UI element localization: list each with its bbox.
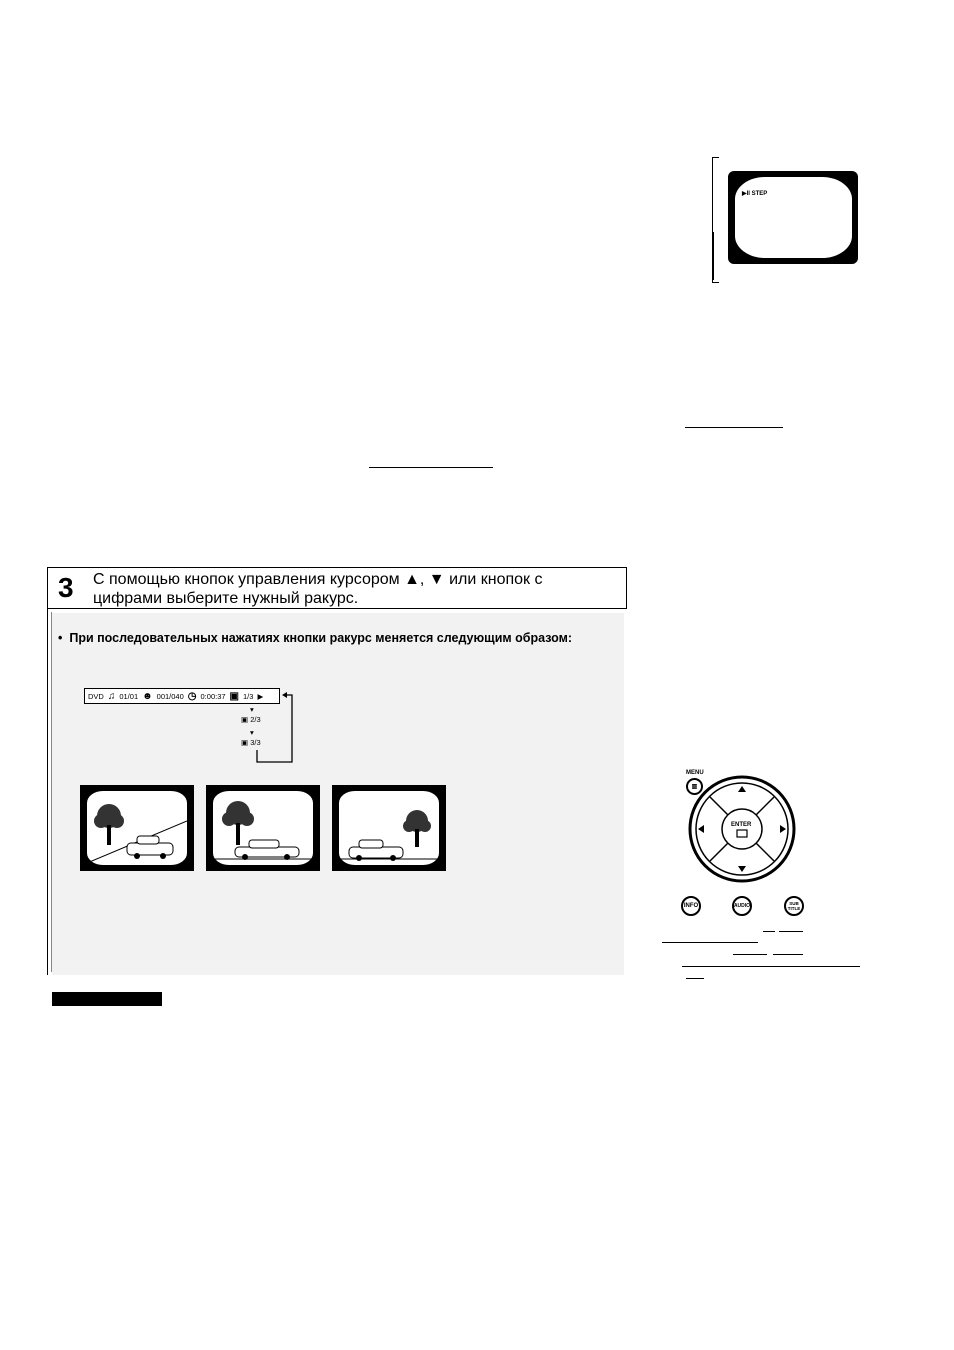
underline-3	[763, 931, 775, 932]
camera-icon: ▣	[229, 690, 239, 702]
bullet-text: При последовательных нажатиях кнопки ракурс меняется следующим образом:	[69, 631, 573, 645]
angle-2-illustration	[213, 791, 313, 865]
underline-7	[773, 954, 803, 955]
angle-2: ▣ 2/3	[241, 715, 261, 724]
osd-time: 0:00:37	[200, 691, 226, 701]
return-arrow	[252, 690, 298, 765]
clock-icon: ◷	[187, 690, 197, 702]
black-heading-bar	[52, 992, 162, 1006]
angle-picture-1	[80, 785, 194, 871]
underline-9	[686, 978, 704, 979]
chapter-icon: ☻	[142, 690, 153, 702]
step-screen	[728, 171, 858, 264]
screen-bracket-tick	[712, 232, 714, 280]
step-number: 3	[58, 572, 74, 603]
info-label: INFO	[683, 903, 699, 909]
angle-3-illustration	[339, 791, 439, 865]
menu-icon: ▥	[691, 784, 698, 790]
underline-5	[662, 942, 758, 943]
step-text-line2: цифрами выберите нужный ракурс.	[93, 590, 359, 607]
subtitle-label: SUB TITLE	[787, 901, 801, 911]
angle-1-illustration	[87, 791, 187, 865]
bullet-dot: •	[58, 631, 70, 645]
audio-button[interactable]	[732, 896, 752, 916]
arrow-down-icon-1: ▾	[250, 705, 254, 714]
underline-6	[733, 954, 767, 955]
underline-1	[685, 427, 783, 428]
panel-left-rule-2	[51, 612, 52, 972]
audio-label: AUDIO	[733, 903, 751, 909]
subtitle-button[interactable]	[784, 896, 804, 916]
step-text-line1: С помощью кнопок управления курсором ▲, ▼ или кнопок с	[93, 571, 543, 588]
osd-bar	[84, 688, 280, 704]
underline-8	[682, 966, 860, 967]
osd-chapter: 001/040	[156, 691, 184, 701]
menu-label: MENU	[686, 770, 704, 776]
title-icon: ♫	[107, 690, 116, 702]
angle-picture-3	[332, 785, 446, 871]
angle-picture-2	[206, 785, 320, 871]
arrow-down-icon-2: ▾	[250, 728, 254, 737]
underline-2	[369, 467, 493, 468]
play-arrow-icon: ▶	[257, 691, 264, 701]
navigation-pad[interactable]	[682, 774, 802, 884]
info-button[interactable]	[681, 896, 701, 916]
enter-label: ENTER	[731, 822, 752, 828]
camera-icon-2: ▣	[241, 715, 249, 724]
bullet-line	[58, 631, 572, 645]
osd-disc: DVD	[88, 691, 104, 701]
step-label: ▶II STEP	[742, 191, 768, 197]
angle-3: ▣ 3/3	[241, 738, 261, 747]
osd-title: 01/01	[119, 691, 139, 701]
step3-header	[47, 567, 627, 609]
underline-4	[779, 931, 803, 932]
osd-angle: 1/3	[243, 691, 254, 701]
camera-icon-3: ▣	[241, 738, 249, 747]
panel-left-rule	[47, 609, 48, 975]
